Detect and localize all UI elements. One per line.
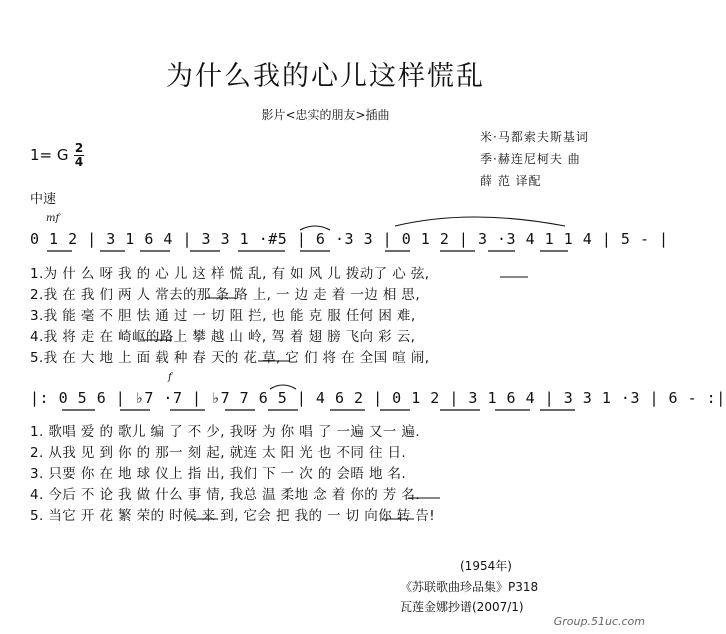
tempo-marking: 中速 — [30, 192, 57, 207]
lyricist-credit: 米·马都索夫斯基词 — [480, 130, 589, 144]
dynamic-mf: mf — [46, 213, 60, 224]
lyric-line: 2. 从我 见 到 你 的 那一 刻 起, 就连 太 阳 光 也 不同 往 日. — [30, 445, 407, 461]
song-title: 为什么我的心儿这样慌乱 — [166, 61, 485, 92]
lyric-line: 3.我 能 毫 不 胆 怯 通 过 一 切 阻 拦, 也 能 克 服 任何 困 难, — [30, 308, 416, 324]
time-signature: 2 4 — [74, 141, 84, 169]
key-signature: 1= G — [30, 146, 69, 164]
lyric-line: 2.我 在 我 们 两 人 常去的那 条 路 上, 一 边 走 着 一边 相 思, — [30, 287, 421, 303]
translator-credit: 薛 范 译配 — [480, 174, 542, 188]
song-subtitle: 影片<忠实的朋友>插曲 — [261, 108, 390, 122]
lyric-line: 1.为 什 么 呀 我 的 心 儿 这 样 慌 乱, 有 如 风 儿 拨动了 心 弦, — [30, 266, 430, 282]
tie-marks-line-2 — [270, 385, 296, 389]
dynamic-f: f — [168, 372, 172, 383]
lyric-line: 4.我 将 走 在 崎岖的路上 攀 越 山 岭, 驾 着 翅 膀 飞向 彩 云, — [30, 329, 416, 345]
notation-line-2: |: 0 5 6 | ♭7 ·7 | ♭7 7 6 5 | 4 6 2 | 0 1 2 | 3 1 6 4 | 3 3 1 ·3 | 6 - :| — [30, 389, 726, 407]
footer-transcriber: 瓦莲金娜抄谱(2007/1) — [400, 600, 524, 614]
watermark: Group.51uc.com — [553, 615, 645, 628]
lyric-line: 5.我 在 大 地 上 面 载 种 春 天的 花 草, 它 们 将 在 全国 喧 闹, — [30, 350, 430, 366]
lyric-line: 4. 今后 不 论 我 做 什么 事 情, 我总 温 柔地 念 着 你的 芳 名. — [30, 487, 421, 503]
footer-source: 《苏联歌曲珍品集》P318 — [400, 580, 539, 594]
lyric-underlines — [140, 277, 528, 519]
footer-year: (1954年) — [460, 559, 512, 573]
composer-credit: 季·赫连尼柯夫 曲 — [480, 152, 581, 166]
lyric-line: 1. 歌唱 爱 的 歌儿 编 了 不 少, 我呀 为 你 唱 了 一遍 又一 遍. — [30, 424, 421, 440]
notation-line-1: 0 1 2 | 3 1 6 4 | 3 3 1 ·#5 | 6 ·3 3 | 0 1 2 | 3 ·3 4 1 1 4 | 5 - | — [30, 230, 669, 248]
lyric-line: 3. 只要 你 在 地 球 仪上 指 出, 我们 下 一 次 的 会晤 地 名. — [30, 466, 407, 482]
lyric-line: 5. 当它 开 花 繁 荣的 时候 来 到, 它会 把 我的 一 切 向你 转 告! — [30, 508, 436, 524]
tie-marks-line-1 — [300, 217, 565, 230]
